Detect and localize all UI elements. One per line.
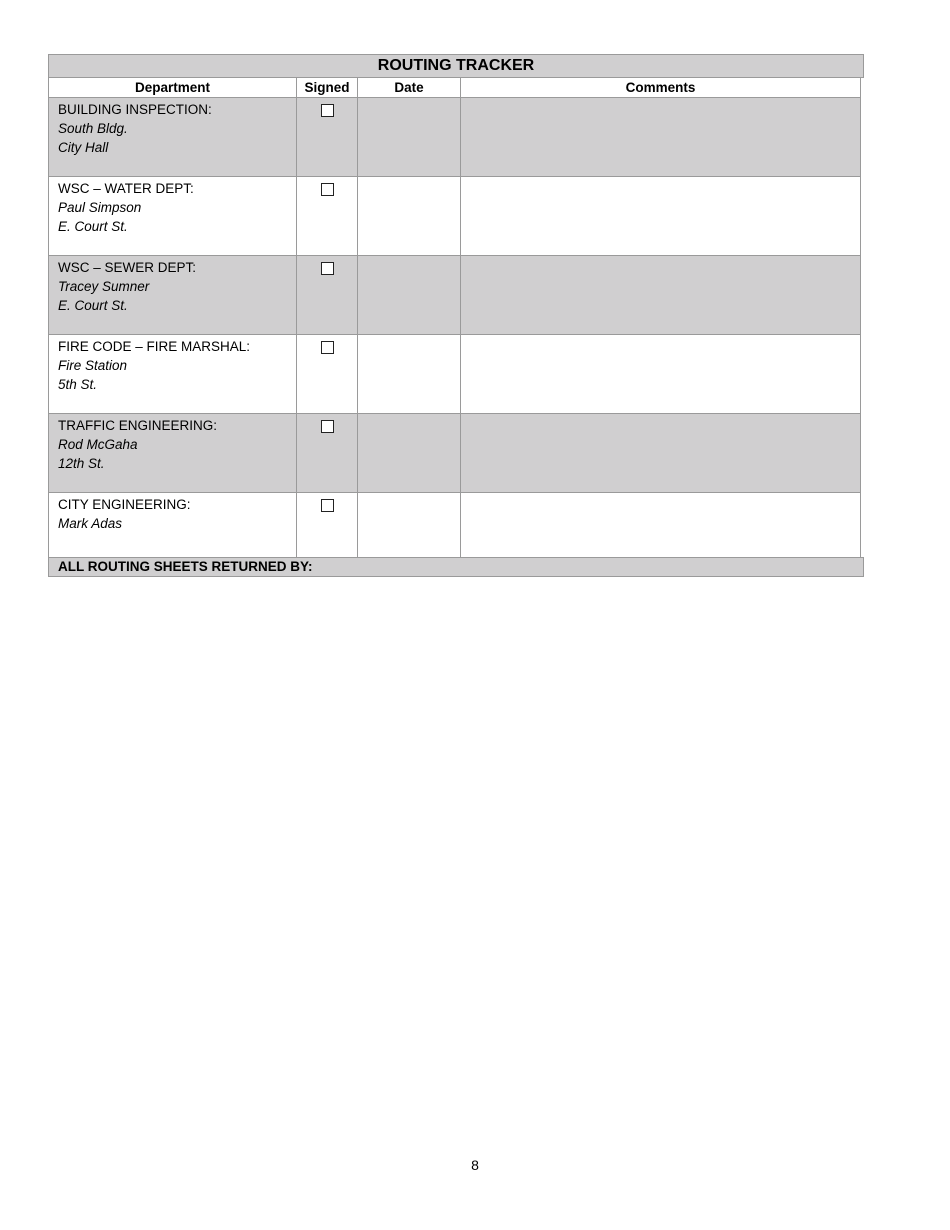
department-location: 12th St. xyxy=(58,456,105,471)
date-cell[interactable] xyxy=(358,98,461,177)
signed-cell xyxy=(297,335,358,414)
department-cell xyxy=(49,177,297,256)
signed-cell xyxy=(297,414,358,493)
signed-cell xyxy=(297,98,358,177)
department-cell xyxy=(49,335,297,414)
signed-checkbox[interactable] xyxy=(321,341,334,354)
comments-cell[interactable] xyxy=(461,335,861,414)
department-contact: Rod McGaha xyxy=(58,437,138,452)
department-cell xyxy=(49,256,297,335)
department-cell xyxy=(49,98,297,177)
department-location: 5th St. xyxy=(58,377,98,392)
footer-label: ALL ROUTING SHEETS RETURNED BY: xyxy=(58,559,313,574)
signed-checkbox[interactable] xyxy=(321,183,334,196)
department-contact: Paul Simpson xyxy=(58,200,142,215)
signed-checkbox[interactable] xyxy=(321,104,334,117)
comments-cell[interactable] xyxy=(461,98,861,177)
comments-cell[interactable] xyxy=(461,177,861,256)
department-name: WSC – SEWER DEPT: xyxy=(58,260,197,275)
header-comments: Comments xyxy=(461,78,861,98)
date-cell[interactable] xyxy=(358,256,461,335)
signed-checkbox[interactable] xyxy=(321,420,334,433)
header-row xyxy=(49,78,861,98)
signed-checkbox[interactable] xyxy=(321,499,334,512)
routing-tracker-title: ROUTING TRACKER xyxy=(48,54,864,78)
table-row xyxy=(49,256,861,335)
signed-cell xyxy=(297,177,358,256)
table-row xyxy=(49,414,861,493)
department-name: TRAFFIC ENGINEERING: xyxy=(58,418,218,433)
department-location: City Hall xyxy=(58,140,109,155)
department-location: E. Court St. xyxy=(58,219,128,234)
table-row xyxy=(49,98,861,177)
header-department: Department xyxy=(49,78,297,98)
date-cell[interactable] xyxy=(358,335,461,414)
header-signed: Signed xyxy=(297,78,358,98)
department-name: BUILDING INSPECTION: xyxy=(58,102,212,117)
comments-cell[interactable] xyxy=(461,256,861,335)
comments-cell[interactable] xyxy=(461,414,861,493)
department-name: FIRE CODE – FIRE MARSHAL: xyxy=(58,339,251,354)
table-row xyxy=(49,177,861,256)
signed-cell xyxy=(297,256,358,335)
page-number: 8 xyxy=(471,1157,479,1173)
header-date: Date xyxy=(358,78,461,98)
department-contact: South Bldg. xyxy=(58,121,128,136)
routing-table xyxy=(48,77,861,572)
routing-sheets-returned-by xyxy=(48,557,864,577)
department-contact: Tracey Sumner xyxy=(58,279,150,294)
date-cell[interactable] xyxy=(358,177,461,256)
department-cell xyxy=(49,414,297,493)
department-contact: Fire Station xyxy=(58,358,128,373)
department-contact: Mark Adas xyxy=(58,516,123,531)
signed-checkbox[interactable] xyxy=(321,262,334,275)
department-name: CITY ENGINEERING: xyxy=(58,497,191,512)
department-name: WSC – WATER DEPT: xyxy=(58,181,194,196)
table-row xyxy=(49,335,861,414)
date-cell[interactable] xyxy=(358,414,461,493)
department-location: E. Court St. xyxy=(58,298,128,313)
